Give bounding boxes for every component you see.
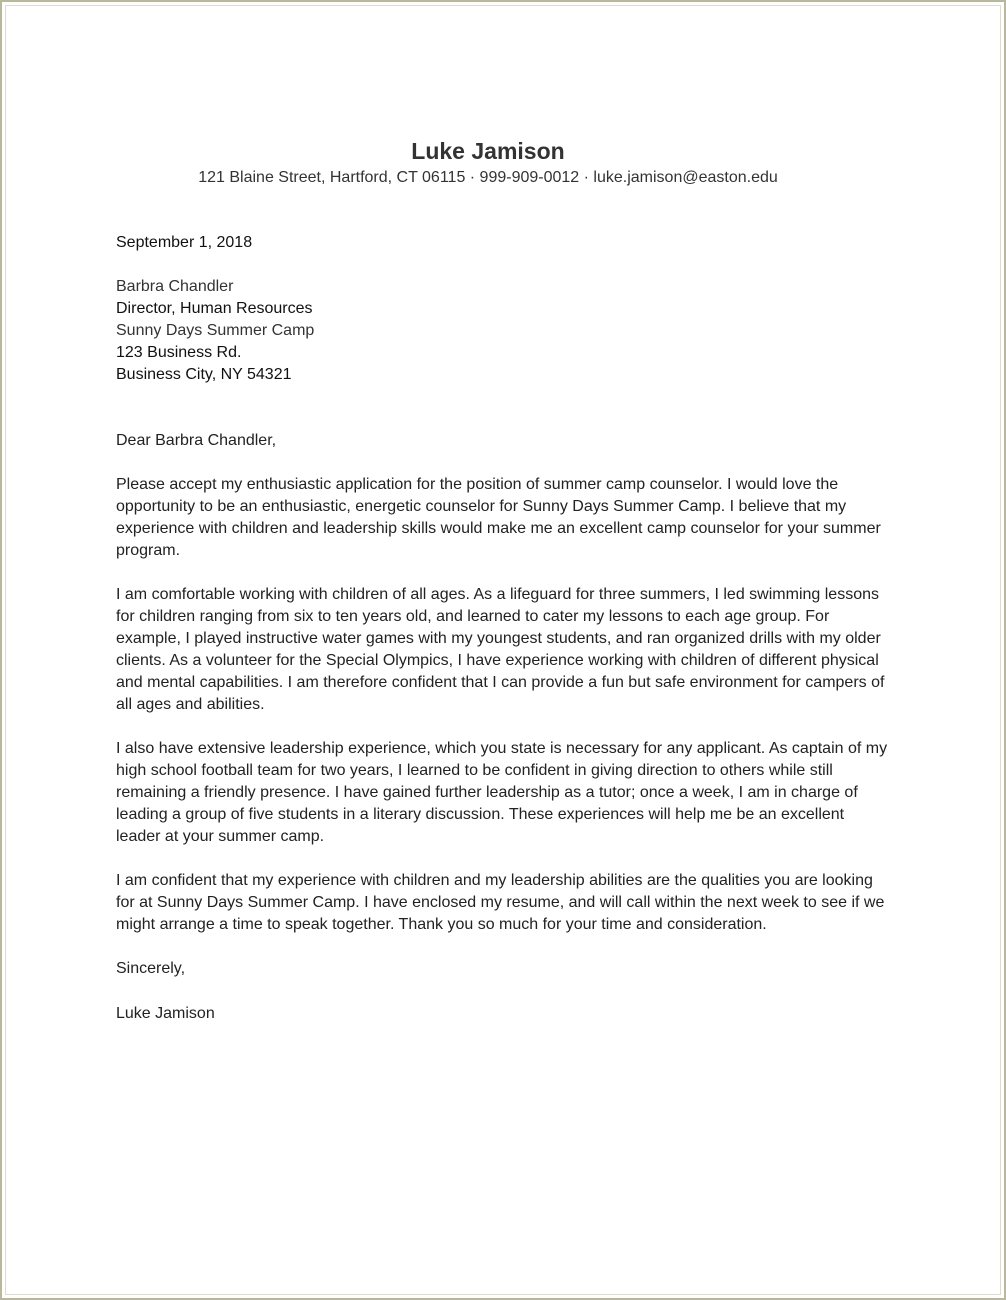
recipient-company: Sunny Days Summer Camp [116,322,315,339]
recipient-street: 123 Business Rd. [116,344,242,361]
letter-date: September 1, 2018 [116,234,253,251]
cover-letter [116,136,896,1025]
letter-header [98,136,878,190]
sender-name: Luke Jamison [411,138,565,164]
recipient-address-block [116,276,896,386]
body-paragraph-2: I am comfortable working with children of all ages. As a lifeguard for three summers, I led swimming lessons for children ranging from six to ten years old, and learned to cater my lessons to each age group. For example, I played instructive water games with my youngest students, and ran organized drills with my older clients. As a volunteer for the Special Olympics, I have experience working with children of different physical and mental capabilities. I am therefore confident that I can provide a fun but safe environment for campers of all ages and abilities. [116,586,885,713]
body-paragraph-3: I also have extensive leadership experience, which you state is necessary for any applicant. As captain of my high school football team for two years, I learned to be confident in giving direction to others while still remaining a friendly presence. I have gained further leadership as a tutor; once a week, I am in charge of leading a group of five students in a literary discussion. These experiences will help me be an excellent leader at your summer camp. [116,740,888,845]
recipient-name: Barbra Chandler [116,278,234,295]
recipient-title: Director, Human Resources [116,300,313,317]
recipient-city: Business City, NY 54321 [116,366,292,383]
sender-contact-line: 121 Blaine Street, Hartford, CT 06115 · 999-909-0012 · luke.jamison@easton.edu [198,169,778,186]
closing: Sincerely, [116,960,186,977]
signature-name: Luke Jamison [116,1005,215,1022]
salutation: Dear Barbra Chandler, [116,432,277,449]
body-paragraph-1: Please accept my enthusiastic application for the position of summer camp counselor. I would love the opportunity to be an enthusiastic, energetic counselor for Sunny Days Summer Camp. I believe that my experience with children and leadership skills would make me an excellent camp counselor for your summer program. [116,476,881,559]
body-paragraph-4: I am confident that my experience with children and my leadership abilities are the qualities you are looking for at Sunny Days Summer Camp. I have enclosed my resume, and will call within the next week to see if we might arrange a time to speak together. Thank you so much for your time and consideration. [116,872,885,933]
